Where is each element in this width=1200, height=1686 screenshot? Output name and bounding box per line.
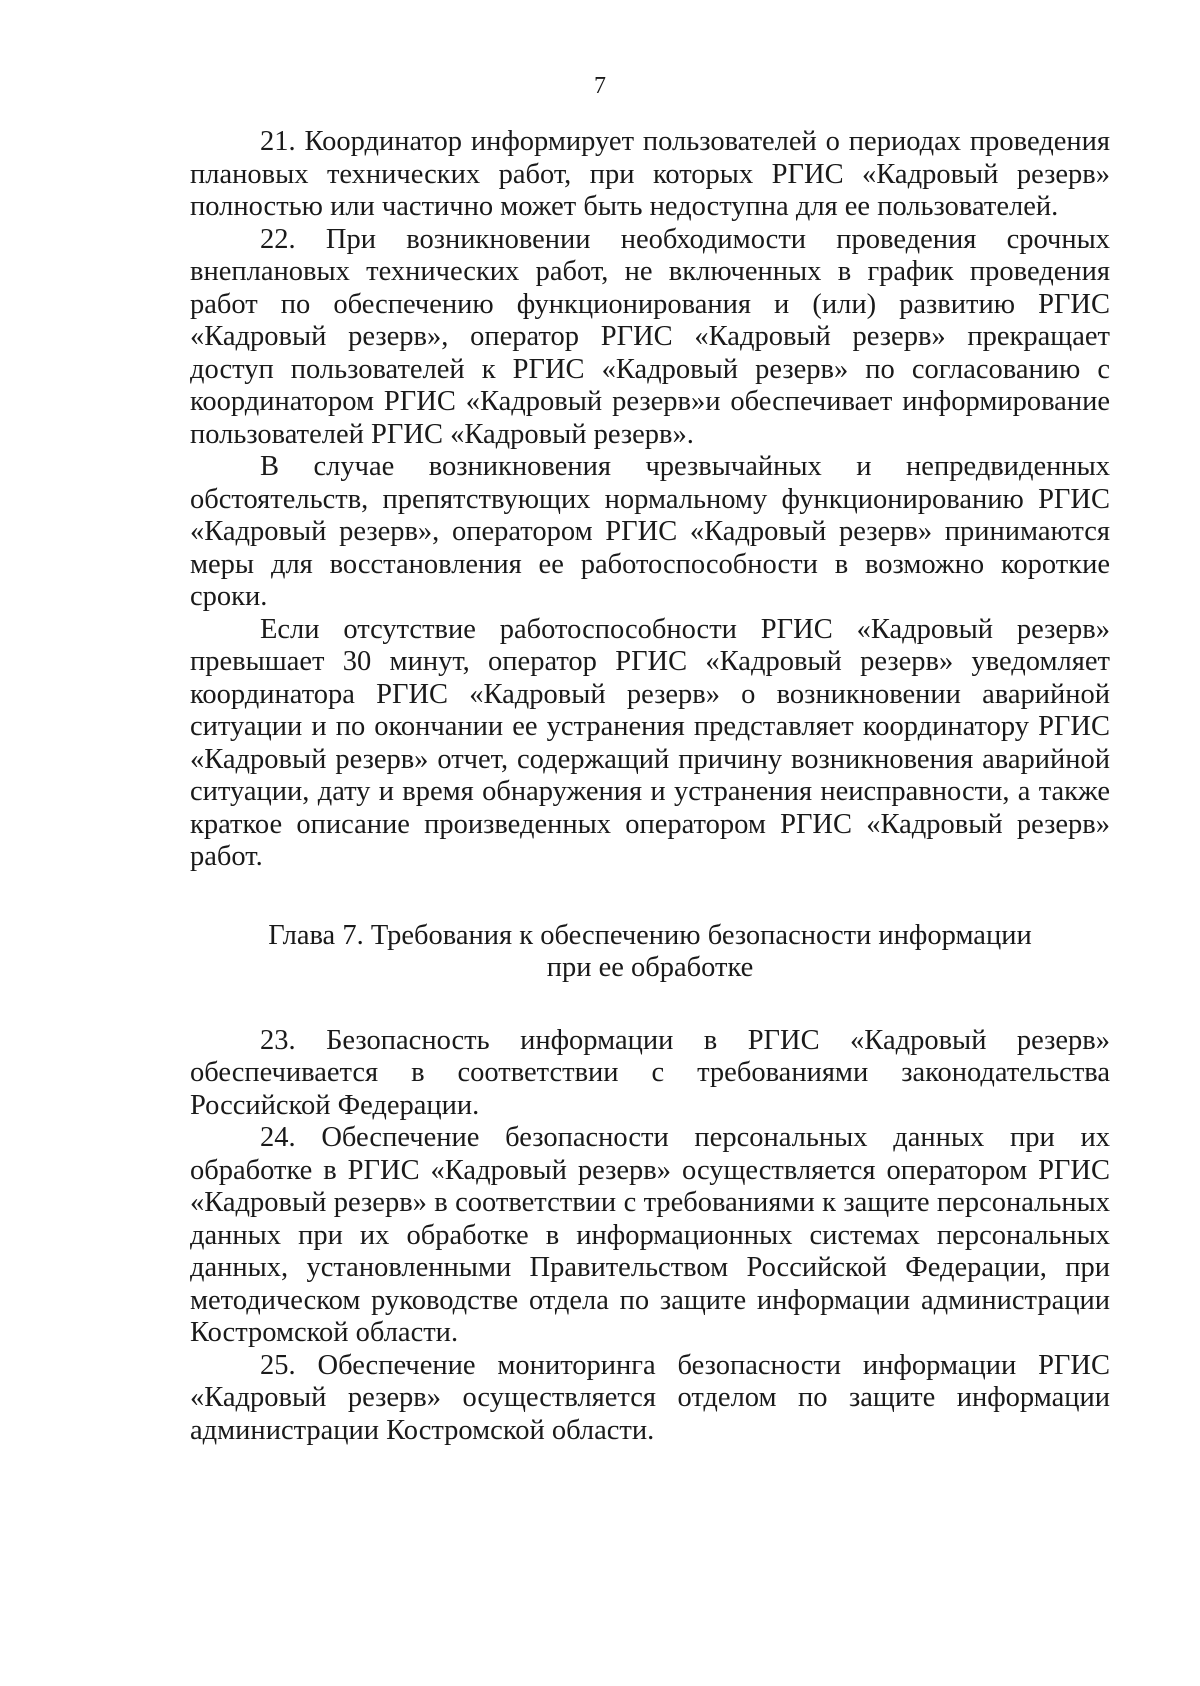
chapter-heading-line-2: при ее обработке bbox=[546, 952, 754, 983]
chapter-heading bbox=[190, 920, 1110, 985]
chapter-heading-line-1: Глава 7. Требования к обеспечению безопасности информации bbox=[268, 919, 1032, 951]
page-number: 7 bbox=[594, 73, 606, 99]
paragraph-outage-report: Если отсутствие работоспособности РГИС «Кадровый резерв» превышает 30 минут, оператор РГИС «Кадровый резерв» уведомляет координатора РГИС «Кадровый резерв» о возникновении аварийной ситуации и по окончании ее устранения представляет координатору РГИС «Кадровый резерв» отчет, содержащий причину возникновения аварийной ситуации, дату и время обнаружения и устранения неисправности, а также краткое описание произведенных оператором РГИС «Кадровый резерв» работ. bbox=[190, 613, 1110, 872]
paragraph-21: 21. Координатор информирует пользователей о периодах проведения плановых технических работ, при которых РГИС «Кадровый резерв» полностью или частично может быть недоступна для ее пользователей. bbox=[190, 126, 1110, 222]
paragraph-22: 22. При возникновении необходимости проведения срочных внеплановых технических работ, не включенных в график проведения работ по обеспечению функционирования и (или) развитию РГИС «Кадровый резерв», оператор РГИС «Кадровый резерв» прекращает доступ пользователей к РГИС «Кадровый резерв» по согласованию с координатором РГИС «Кадровый резерв»и обеспечивает информирование пользователей РГИС «Кадровый резерв». bbox=[190, 223, 1110, 450]
paragraph-24: 24. Обеспечение безопасности персональных данных при их обработке в РГИС «Кадровый резерв» осуществляется оператором РГИС «Кадровый резерв» в соответствии с требованиями к защите персональных данных при их обработке в информационных системах персональных данных, установленными Правительством Российской Федерации, при методическом руководстве отдела по защите информации администрации Костромской области. bbox=[190, 1122, 1110, 1348]
paragraph-25: 25. Обеспечение мониторинга безопасности информации РГИС «Кадровый резерв» осуществляется отделом по защите информации администрации Костромской области. bbox=[190, 1349, 1110, 1446]
paragraph-23: 23. Безопасность информации в РГИС «Кадровый резерв» обеспечивается в соответствии с требованиями законодательства Российской Федерации. bbox=[190, 1024, 1110, 1121]
paragraph-emergency: В случае возникновения чрезвычайных и непредвиденных обстоятельств, препятствующих нормальному функционированию РГИС «Кадровый резерв», оператором РГИС «Кадровый резерв» принимаются меры для восстановления ее работоспособности в возможно короткие сроки. bbox=[190, 451, 1110, 612]
document-body bbox=[190, 126, 1110, 1447]
